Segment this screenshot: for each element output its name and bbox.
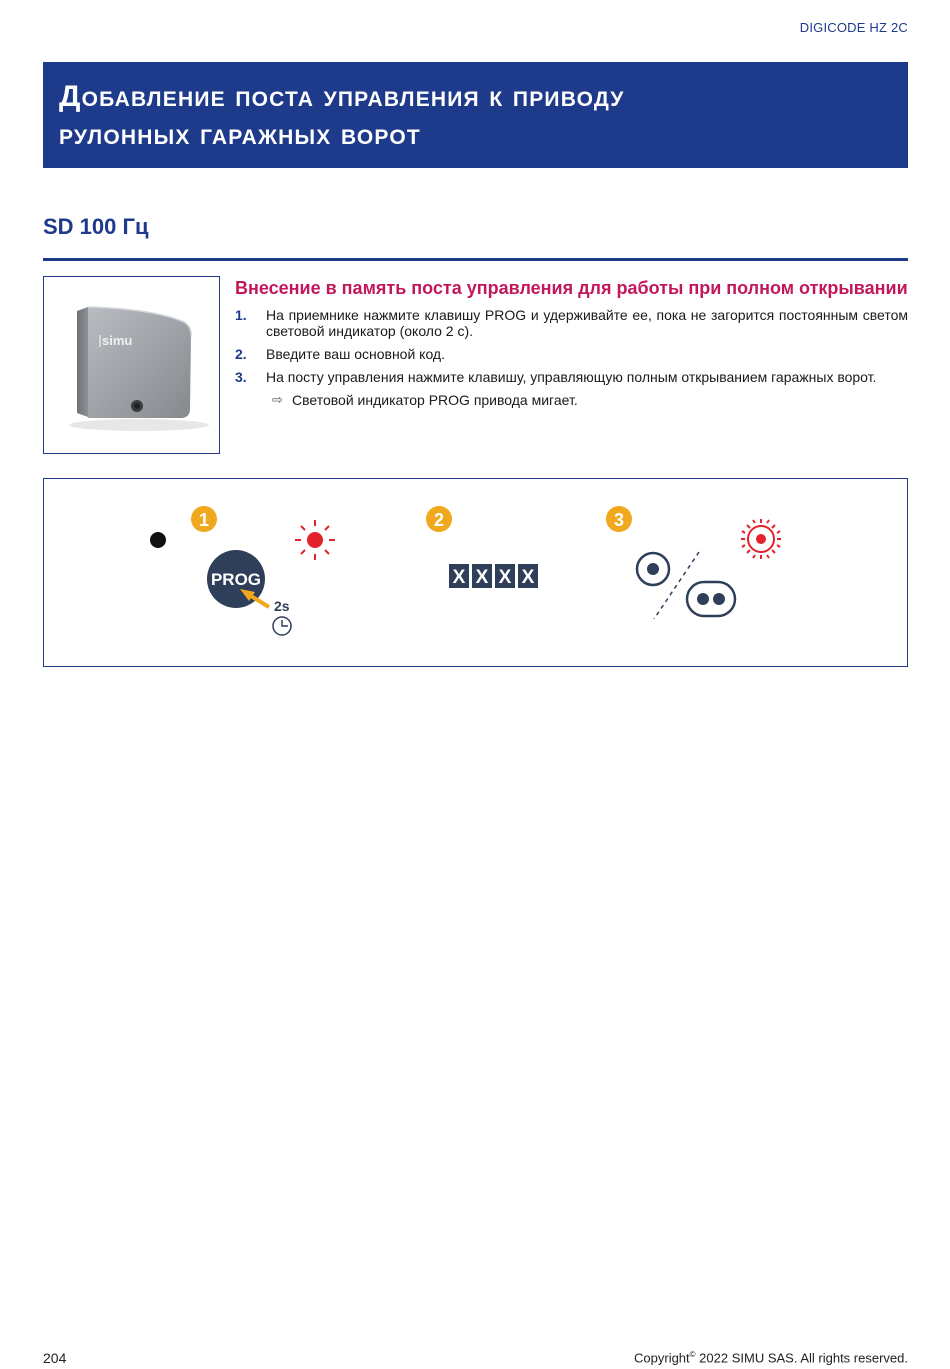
section-divider	[43, 258, 908, 261]
step-badge-2	[426, 506, 452, 532]
step-badge-label: 3	[613, 510, 625, 530]
step-item	[235, 369, 908, 385]
code-key: X	[521, 567, 535, 588]
led-blinking-icon	[741, 519, 781, 559]
product-image-frame	[43, 276, 220, 454]
receiver-housing-image	[44, 277, 218, 452]
step-result-text: Световой индикатор PROG привода мигает.	[292, 392, 578, 408]
copyright-prefix: Copyright	[634, 1350, 690, 1366]
step-badge-label: 1	[198, 510, 210, 530]
steps-list	[235, 307, 908, 385]
hollow-arrow-right-icon: ⇨	[272, 392, 283, 407]
single-button-icon	[637, 553, 669, 585]
copyright-symbol: ©	[689, 1350, 696, 1359]
step-text: Введите ваш основной код.	[266, 346, 445, 362]
step-text: На посту управления нажмите клавишу, управляющую полным открыванием гаражных ворот.	[266, 369, 877, 385]
page-number: 204	[43, 1350, 67, 1366]
page-title	[59, 78, 892, 154]
prog-button-label: PROG	[210, 570, 262, 589]
step-text: На приемнике нажмите клавишу PROG и удерживайте ее, пока не загорится постоянным светом световой индикатор (около 2 с).	[266, 307, 908, 339]
instructions-block	[235, 277, 908, 408]
page-title-line-1: Добавление поста управления к приводу	[59, 80, 625, 113]
document-id: DIGICODE HZ 2C	[799, 20, 908, 35]
code-key: X	[475, 567, 489, 588]
step-result	[235, 392, 908, 408]
step-badge-3	[606, 506, 632, 532]
press-duration-label: 2s	[274, 598, 290, 614]
code-key: X	[498, 567, 512, 588]
code-key: X	[452, 567, 466, 588]
double-button-icon	[687, 582, 735, 616]
clock-icon	[273, 617, 291, 635]
step-item	[235, 307, 908, 339]
page-title-line-2: рулонных гаражных ворот	[59, 118, 421, 151]
step-badge-label: 2	[433, 510, 445, 530]
procedure-illustration	[44, 479, 906, 665]
step-number: 2.	[235, 346, 247, 362]
receiver-brand-logo: simu	[102, 333, 133, 348]
procedure-diagram	[43, 478, 908, 667]
instructions-heading: Внесение в память поста управления для работы при полном открывании	[235, 278, 908, 298]
section-heading: SD 100 Гц	[43, 214, 149, 239]
code-keypad-icon	[449, 564, 538, 588]
led-on-icon	[295, 520, 335, 560]
copyright-notice	[634, 1350, 908, 1365]
step-number: 1.	[235, 307, 247, 323]
copyright-text: 2022 SIMU SAS. All rights reserved.	[695, 1350, 908, 1366]
step-item	[235, 346, 908, 362]
title-bar	[43, 62, 908, 168]
step-number: 3.	[235, 369, 247, 385]
black-dot-icon	[150, 532, 166, 548]
step-badge-1	[191, 506, 217, 532]
